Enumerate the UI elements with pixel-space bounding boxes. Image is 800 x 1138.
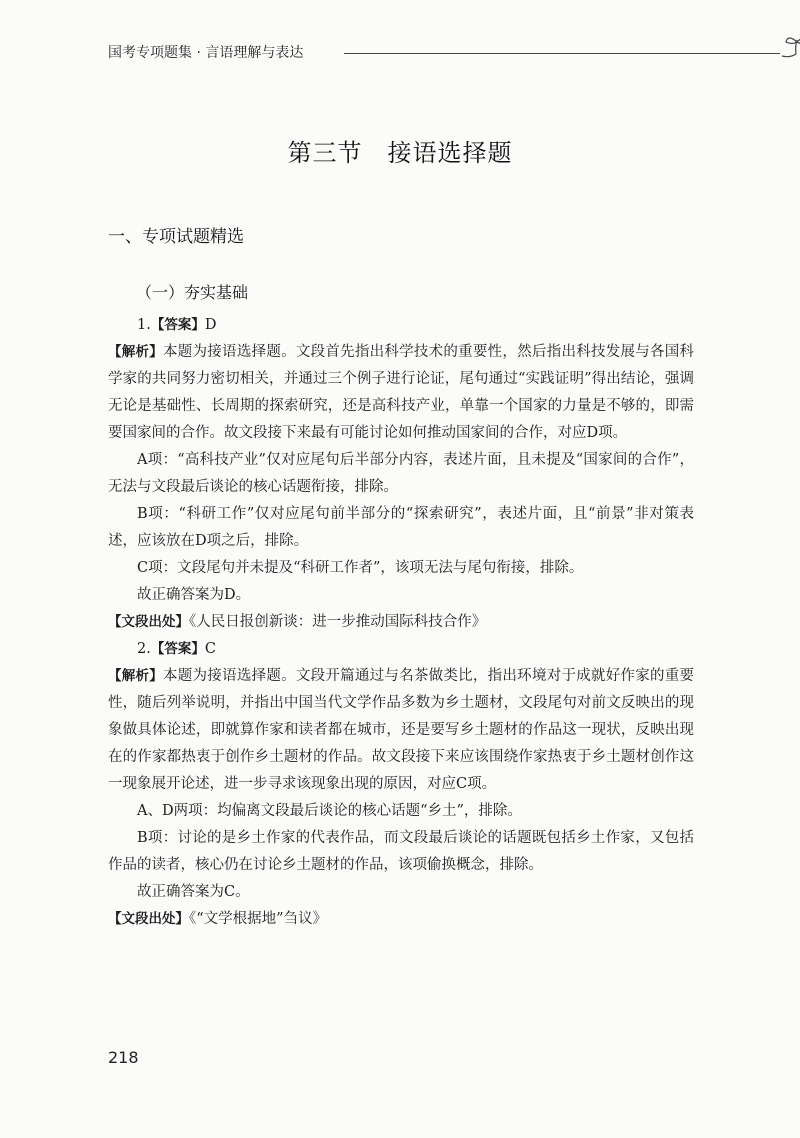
q1-option-a: A项：“高科技产业”仅对应尾句后半部分内容，表述片面，且未提及“国家间的合作”，无法与文段最后谈论的核心话题衔接，排除。	[108, 452, 694, 495]
q1-analysis	[108, 339, 694, 447]
q1-source-text: 《人民日报创新谈：进一步推动国际科技合作》	[189, 614, 487, 630]
q2-source-text: 《“文学根据地”刍议》	[189, 911, 328, 927]
q1-analysis-tag: 【解析】	[108, 344, 164, 360]
q2-option-b: B项：讨论的是乡土作家的代表作品，而文段最后谈论的话题既包括乡土作家，又包括作品的读者，核心仍在讨论乡土题材的作品，该项偷换概念，排除。	[108, 830, 694, 873]
q2-conclusion: 故正确答案为C。	[137, 884, 250, 900]
section-title: 第三节 接语选择题	[287, 139, 513, 167]
header-rule	[344, 53, 780, 54]
q2-number: 2.	[137, 641, 151, 657]
q2-source-tag: 【文段出处】	[108, 911, 189, 927]
heading-level-1: 一、专项试题精选	[108, 227, 244, 247]
q1-conclusion: 故正确答案为D。	[137, 587, 251, 603]
q2-analysis-tag: 【解析】	[108, 668, 164, 684]
q2-source	[108, 906, 694, 933]
q1-number: 1.	[137, 317, 151, 333]
q1-answer-tag: 【答案】	[150, 317, 205, 333]
q1-source	[108, 609, 694, 636]
q1-analysis-text: 本题为接语选择题。文段首先指出科学技术的重要性，然后指出科技发展与各国科学家的共同努力密切相关，并通过三个例子进行论证，尾句通过“实践证明”得出结论，强调无论是基础性、长周期的探索研究，还是高科技产业，单靠一个国家的力量是不够的，即需要国家间的合作。故文段接下来最有可能讨论如何推动国家间的合作，对应D项。	[108, 344, 695, 441]
q2-analysis	[108, 663, 694, 798]
q1-answer-line	[108, 312, 694, 339]
page-number: 218	[108, 1048, 139, 1067]
q2-answer: C	[204, 641, 216, 657]
q2-answer-tag: 【答案】	[150, 641, 205, 657]
q2-answer-line	[108, 636, 694, 663]
heading-level-2: （一）夯实基础	[136, 283, 249, 302]
answer-body	[108, 312, 694, 933]
q1-source-tag: 【文段出处】	[108, 614, 189, 630]
sprout-icon	[778, 32, 800, 62]
q2-analysis-text: 本题为接语选择题。文段开篇通过与名茶做类比，指出环境对于成就好作家的重要性，随后列举说明，并指出中国当代文学作品多数为乡土题材，文段尾句对前文反映出的现象做具体论述，即就算作家和读者都在城市，还是要写乡土题材的作品这一现状，反映出现在的作家都热衷于创作乡土题材的作品。故文段接下来应该围绕作家热衷于乡土题材创作这一现象展开论述，进一步寻求该现象出现的原因，对应C项。	[108, 668, 695, 792]
header-title: 国考专项题集 · 言语理解与表达	[108, 45, 304, 61]
q1-option-c: C项：文段尾句并未提及“科研工作者”，该项无法与尾句衔接，排除。	[137, 560, 584, 576]
q1-answer: D	[204, 317, 217, 333]
q2-option-ad: A、D两项：均偏离文段最后谈论的核心话题“乡土”，排除。	[137, 803, 522, 819]
running-header	[108, 36, 708, 66]
q1-option-b: B项：“科研工作”仅对应尾句前半部分的“探索研究”，表述片面，且“前景”非对策表述，应该放在D项之后，排除。	[108, 506, 694, 549]
